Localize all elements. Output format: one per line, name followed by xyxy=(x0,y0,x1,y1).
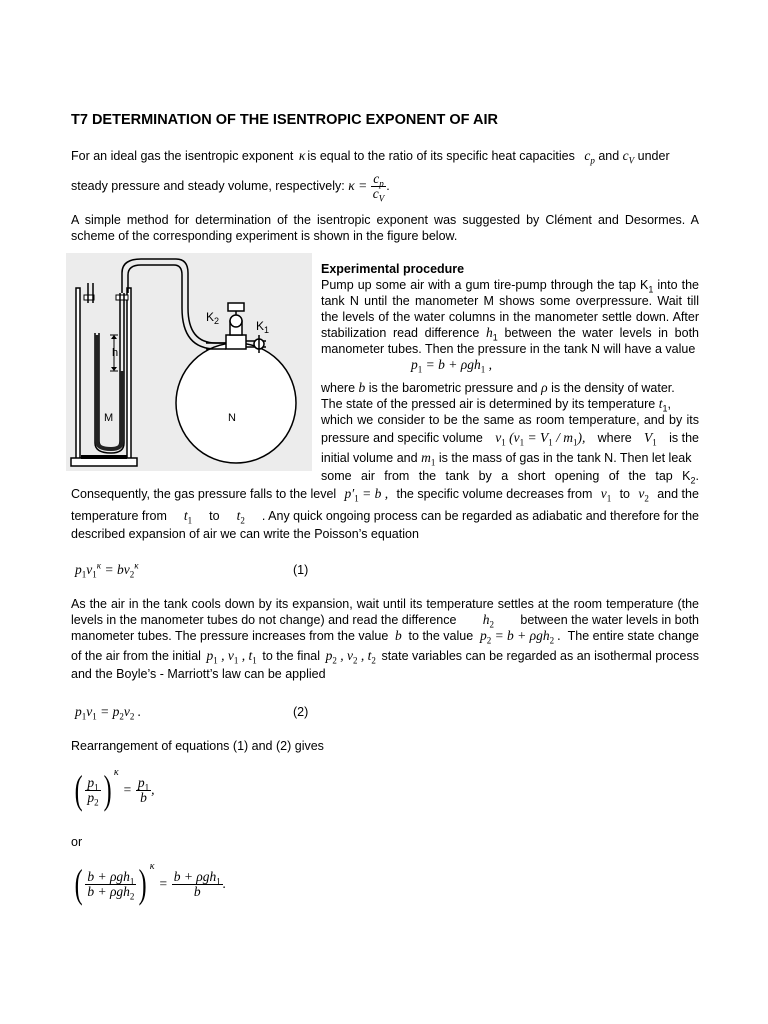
procedure-line-11: some air from the tank by a short opening of the tap $K_2$. xyxy=(321,469,699,486)
procedure-line-10: initial volume and $m_1$ is the mass of gas in the tank N. Then let leak xyxy=(321,450,692,468)
kappa-fraction: $\frac{c_p}{c_V}$ xyxy=(372,171,385,204)
or-text: or xyxy=(71,835,83,849)
page-title: T7 DETERMINATION OF THE ISENTROPIC EXPONENT OF AIR xyxy=(71,112,498,128)
equation-4: ( $\frac{b + \rho gh_1}{b + \rho gh_2}$ ) κ = $\frac{b + \rho gh_1}{b}$ . xyxy=(74,860,227,906)
method-line-2: scheme of the corresponding experiment is shown in the figure below. xyxy=(71,229,458,243)
label-h: h xyxy=(112,347,119,359)
label-n: N xyxy=(228,412,236,424)
equation-1: $p_1v_1^\kappa = bv_2^\kappa$ xyxy=(75,560,139,580)
body-p2-line-4: of the air from the initial $p_1$ , $v_1$ , $t_1$ to the final $p_2$ , $v_2$ , $t_2$ state variables can be regarded as an isothermal process xyxy=(71,648,699,666)
procedure-line-5: manometer tubes. Then the pressure in the tank N will have a value xyxy=(321,342,696,356)
equation-2-number: (2) xyxy=(293,705,309,719)
label-m: M xyxy=(104,412,114,424)
procedure-line-3: the levels of the water columns in the manometer settle down. After xyxy=(321,310,699,324)
label-k1: $K_1$ xyxy=(256,319,270,335)
apparatus-figure xyxy=(66,253,312,471)
procedure-line-9: pressure and specific volume $v_1$ $(v_1 = V_1 / m_1)$, where $V_1$ is the xyxy=(321,430,699,448)
method-line-1: A simple method for determination of the isentropic exponent was suggested by Clément and Desormes. A xyxy=(71,213,699,227)
procedure-line-7: The state of the pressed air is determined by its temperature $t_1$, xyxy=(321,396,671,414)
procedure-line-2: tank N until the manometer M shows some overpressure. Wait till xyxy=(321,294,699,308)
body-p2-line-2: levels in the manometer tubes do not change) and read the difference $h_2$ between the water levels in both xyxy=(71,612,699,630)
equation-p1: $p_1 = b + \rho gh_1$ , xyxy=(411,357,492,375)
intro-line-1: For an ideal gas the isentropic exponent κ is equal to the ratio of its specific heat capacities $c_p$ and $c_V$ under xyxy=(71,148,670,166)
body-p1-line-3: described expansion of air we can write the Poisson’s equation xyxy=(71,527,419,541)
body-p1-line-1: Consequently, the gas pressure falls to the level $p'_1 = b$ , the specific volume decreases from $v_1$ to $v_2$ and the xyxy=(71,486,699,504)
procedure-line-4: stabilization read difference $h_1$ between the water levels in both xyxy=(321,325,699,343)
intro-line-2: steady pressure and steady volume, respectively: κ = $\frac{c_p}{c_V}$ . xyxy=(71,171,390,204)
procedure-line-1: Pump up some air with a gum tire-pump through the tap $K_1$ into the xyxy=(321,278,699,295)
procedure-line-8: which we consider to be the same as room temperature, and by its xyxy=(321,413,699,427)
label-k2: $K_2$ xyxy=(206,310,220,326)
body-p2-line-1: As the air in the tank cools down by its expansion, wait until its temperature settles at the room temperature (the xyxy=(71,597,699,611)
procedure-line-6: where b is the barometric pressure and ρ is the density of water. xyxy=(321,380,675,395)
body-p2-line-3: manometer tubes. The pressure increases from the value b to the value $p_2 = b + \rho gh_2$ . The entire state change xyxy=(71,628,699,646)
equation-2: $p_1v_1 = p_2v_2$ . xyxy=(75,704,142,722)
equation-1-number: (1) xyxy=(293,563,309,577)
body-p1-line-2: temperature from $t_1$ to $t_2$ . Any quick ongoing process can be regarded as adiabatic and therefore for the xyxy=(71,508,699,526)
rearrangement-text: Rearrangement of equations (1) and (2) gives xyxy=(71,739,324,753)
equation-3: ( $\frac{p_1}{p_2}$ ) κ = $\frac{p_1}{b}$ , xyxy=(74,766,155,812)
procedure-heading: Experimental procedure xyxy=(321,262,465,276)
body-p2-line-5: and the Boyle’s - Marriott’s law can be applied xyxy=(71,667,326,681)
